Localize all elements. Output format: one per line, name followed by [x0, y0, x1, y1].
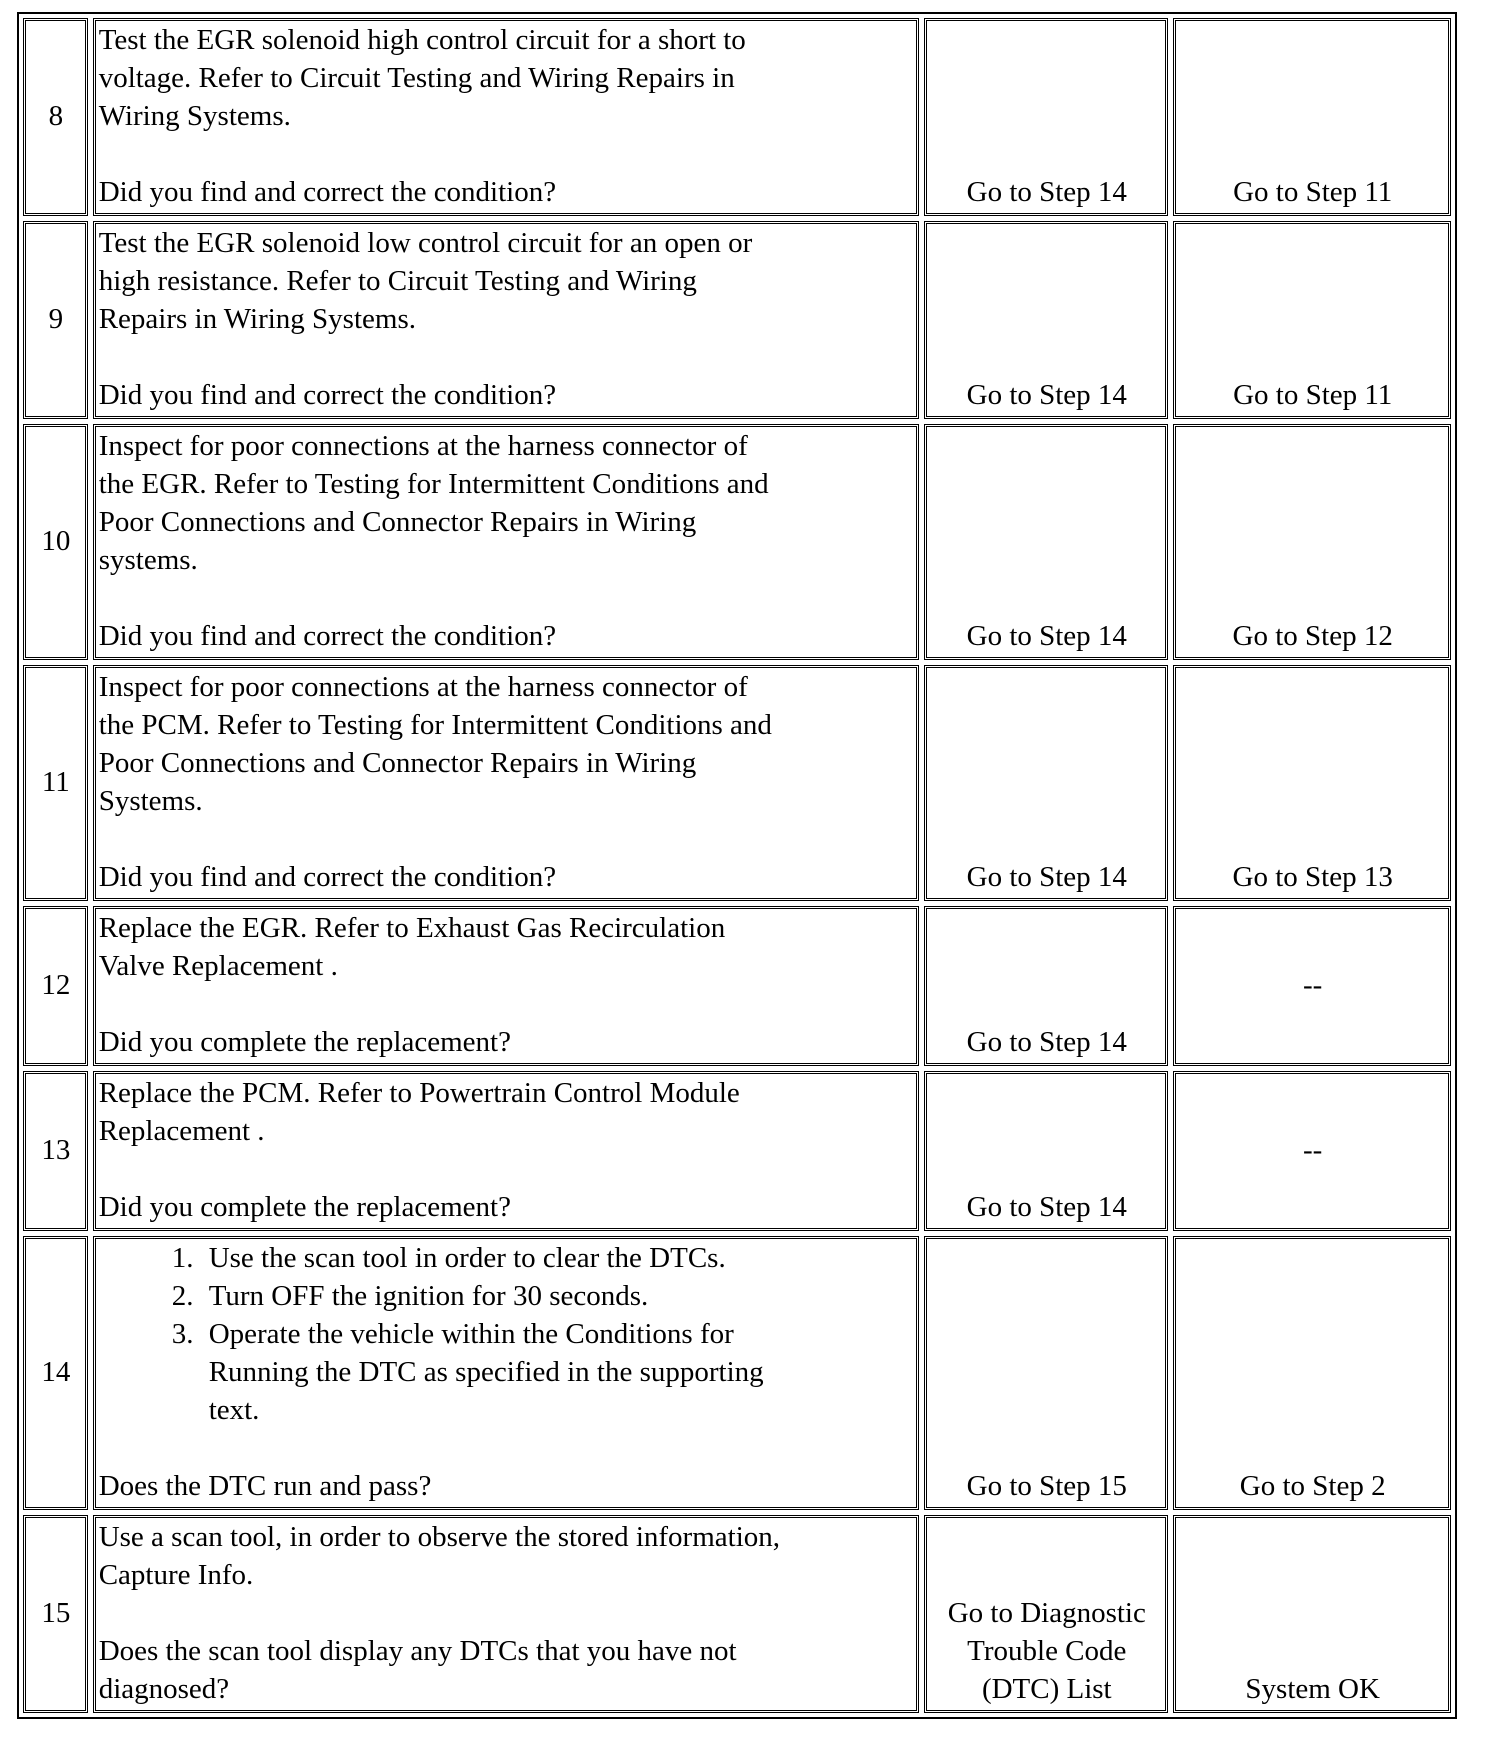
yes-result-line: (DTC) List	[981, 1673, 1112, 1705]
step-number: 8	[23, 18, 88, 216]
step-question: Did you find and correct the condition?	[98, 379, 557, 411]
diagnostic-table-frame	[17, 12, 1457, 1719]
list-item-text: Turn OFF the ignition for 30 seconds.	[208, 1280, 649, 1312]
table-row	[23, 18, 1451, 216]
table-row	[23, 665, 1451, 901]
action-line: Inspect for poor connections at the harness connector of	[98, 671, 748, 703]
spacer	[99, 985, 915, 1023]
step-question: Did you find and correct the condition?	[98, 620, 557, 652]
action-line: Use a scan tool, in order to observe the stored information,	[98, 1521, 781, 1553]
spacer	[99, 579, 915, 617]
no-result: Go to Step 11	[1173, 221, 1451, 419]
action-line: Test the EGR solenoid high control circuit for a short to	[98, 24, 746, 56]
no-result: Go to Step 11	[1173, 18, 1451, 216]
step-number: 15	[23, 1515, 88, 1713]
step-action	[93, 906, 920, 1066]
step-action	[93, 18, 920, 216]
yes-result: Go to Step 14	[924, 906, 1168, 1066]
yes-result	[924, 1515, 1168, 1713]
action-line: Poor Connections and Connector Repairs in Wiring	[98, 747, 697, 779]
table-row	[23, 424, 1451, 660]
no-result: --	[1173, 1071, 1451, 1231]
step-question: Did you complete the replacement?	[98, 1026, 511, 1058]
spacer	[99, 1429, 915, 1467]
step-number: 13	[23, 1071, 88, 1231]
diagnostic-steps-table	[18, 13, 1456, 1718]
action-line: Wiring Systems.	[98, 100, 291, 132]
yes-result: Go to Step 14	[924, 424, 1168, 660]
action-line: high resistance. Refer to Circuit Testing and Wiring	[98, 265, 697, 297]
step-number: 9	[23, 221, 88, 419]
step-action	[93, 665, 920, 901]
list-item-text: 3. Operate the vehicle within the Conditions for	[208, 1318, 734, 1350]
step-question: Did you complete the replacement?	[98, 1191, 511, 1223]
step-question: Did you find and correct the condition?	[98, 861, 557, 893]
list-item-text: text.	[208, 1394, 260, 1426]
yes-result: Go to Step 14	[924, 665, 1168, 901]
action-line: the PCM. Refer to Testing for Intermittent Conditions and	[98, 709, 772, 741]
no-result: System OK	[1173, 1515, 1451, 1713]
action-line: Test the EGR solenoid low control circuit for an open or	[98, 227, 753, 259]
no-result: Go to Step 12	[1173, 424, 1451, 660]
yes-result-line: Go to Diagnostic	[947, 1597, 1146, 1629]
yes-result: Go to Step 14	[924, 221, 1168, 419]
no-result: Go to Step 2	[1173, 1236, 1451, 1510]
step-number: 11	[23, 665, 88, 901]
table-row	[23, 1236, 1451, 1510]
action-line: the EGR. Refer to Testing for Intermittent Conditions and	[98, 468, 769, 500]
spacer	[99, 135, 915, 173]
step-action	[93, 1071, 920, 1231]
action-line: Capture Info.	[98, 1559, 254, 1591]
step-number: 12	[23, 906, 88, 1066]
spacer	[99, 820, 915, 858]
list-item	[201, 1315, 915, 1429]
action-line: systems.	[98, 544, 198, 576]
action-line: Replacement .	[98, 1115, 265, 1147]
step-action	[93, 221, 920, 419]
step-number: 14	[23, 1236, 88, 1510]
yes-result: Go to Step 14	[924, 18, 1168, 216]
step-question: Does the scan tool display any DTCs that you have not	[98, 1635, 737, 1667]
procedure-list	[99, 1239, 915, 1429]
action-line: Replace the PCM. Refer to Powertrain Control Module	[98, 1077, 740, 1109]
spacer	[99, 1594, 915, 1632]
table-row	[23, 906, 1451, 1066]
action-line: Replace the EGR. Refer to Exhaust Gas Recirculation	[98, 912, 726, 944]
table-row	[23, 1071, 1451, 1231]
step-number: 10	[23, 424, 88, 660]
action-line: Systems.	[98, 785, 203, 817]
yes-result: Go to Step 15	[924, 1236, 1168, 1510]
list-item-text: Running the DTC as specified in the supporting	[208, 1356, 764, 1388]
step-action	[93, 424, 920, 660]
list-item	[201, 1277, 915, 1315]
action-line: Poor Connections and Connector Repairs in Wiring	[98, 506, 697, 538]
step-question: Does the DTC run and pass?	[98, 1470, 432, 1502]
action-line: Inspect for poor connections at the harness connector of	[98, 430, 748, 462]
yes-result: Go to Step 14	[924, 1071, 1168, 1231]
step-action	[93, 1515, 920, 1713]
list-item-text: Use the scan tool in order to clear the DTCs.	[208, 1242, 726, 1274]
no-result: --	[1173, 906, 1451, 1066]
list-item	[201, 1239, 915, 1277]
table-row	[23, 1515, 1451, 1713]
step-question: Did you find and correct the condition?	[98, 176, 557, 208]
action-line: Repairs in Wiring Systems.	[98, 303, 416, 335]
step-question: diagnosed?	[98, 1673, 230, 1705]
no-result: Go to Step 13	[1173, 665, 1451, 901]
spacer	[99, 338, 915, 376]
table-row	[23, 221, 1451, 419]
yes-result-line: Trouble Code	[967, 1635, 1127, 1667]
spacer	[99, 1150, 915, 1188]
action-line: voltage. Refer to Circuit Testing and Wiring Repairs in	[98, 62, 735, 94]
step-action	[93, 1236, 920, 1510]
action-line: Valve Replacement .	[98, 950, 338, 982]
